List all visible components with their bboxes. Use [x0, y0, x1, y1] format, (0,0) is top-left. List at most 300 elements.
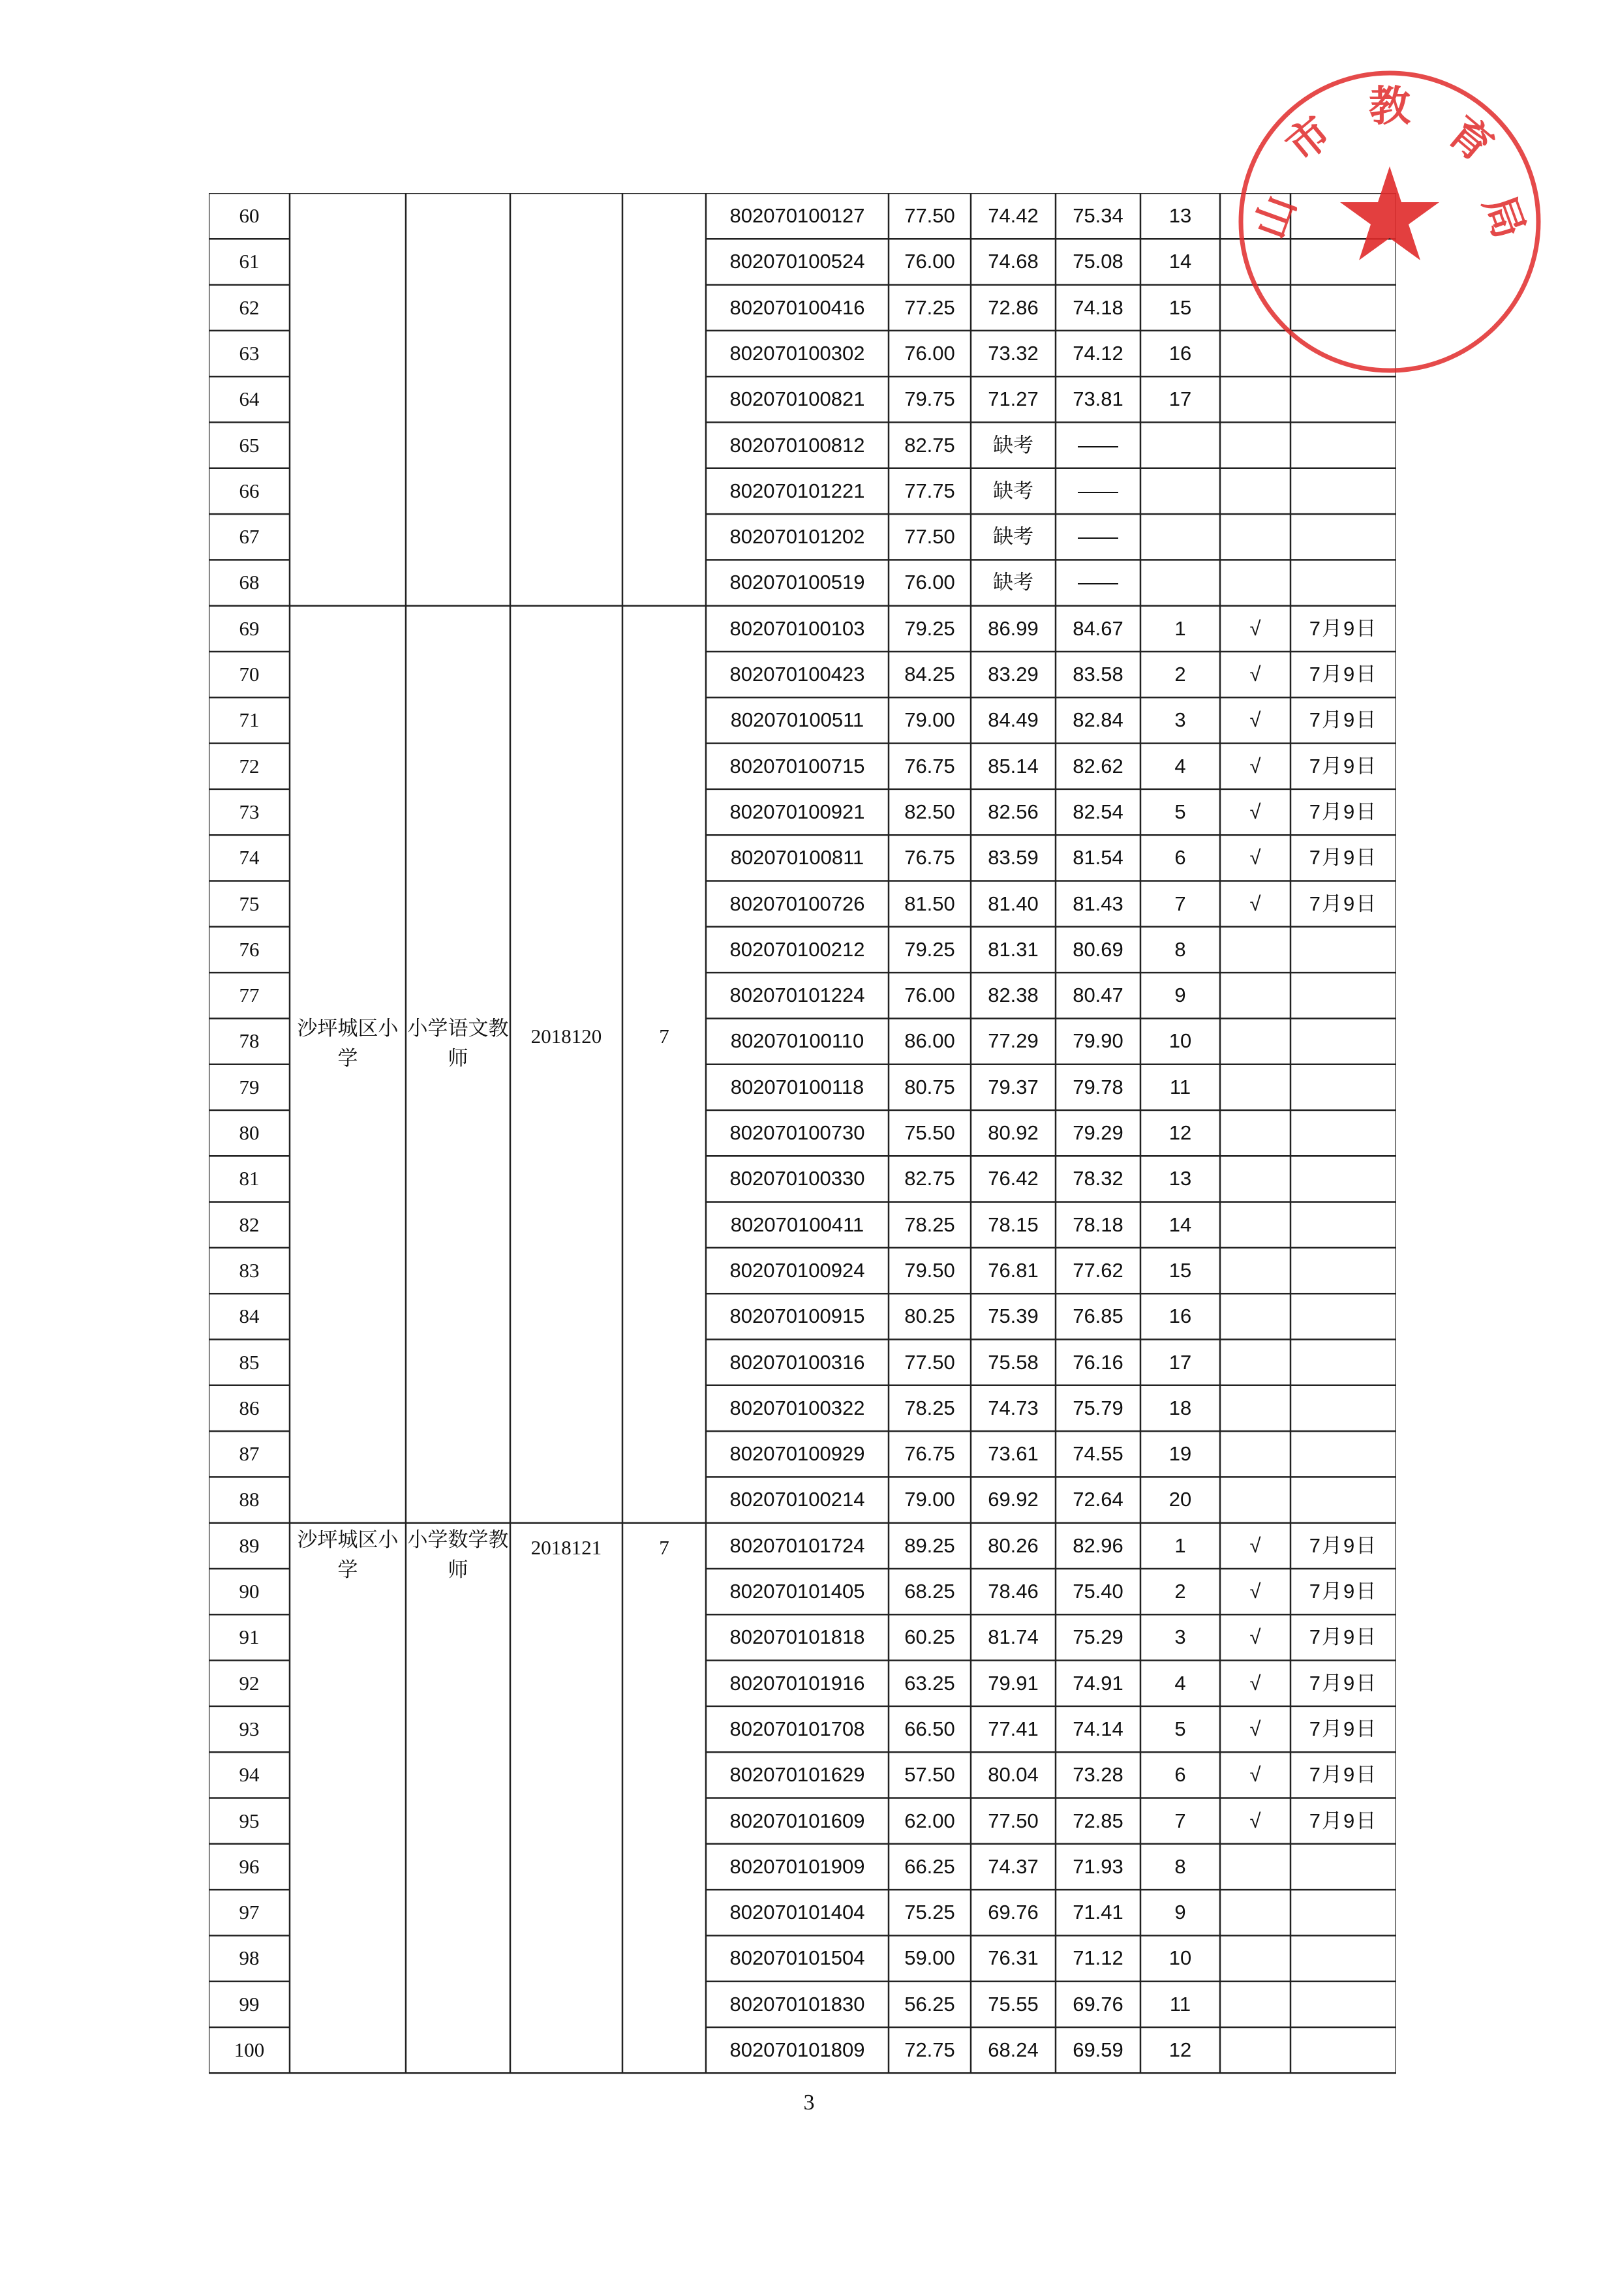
interview-score: 68.24: [988, 2038, 1039, 2061]
notice-date: [1290, 1935, 1396, 1981]
table-row: [209, 423, 1396, 468]
row-number: 94: [239, 1763, 260, 1787]
exam-ticket-number: 802070101224: [729, 984, 865, 1007]
interview-score: 76.42: [988, 1167, 1039, 1190]
notice-date: [1290, 1385, 1396, 1431]
table-row: [209, 1614, 1396, 1660]
written-score: 62.00: [904, 1809, 955, 1832]
rank: 12: [1168, 1121, 1192, 1144]
selected-mark: √: [1249, 1625, 1261, 1649]
rank: 10: [1168, 1946, 1192, 1970]
row-number: 88: [239, 1488, 260, 1511]
notice-date: 7月9日: [1309, 708, 1378, 732]
interview-score: 82.38: [988, 984, 1039, 1007]
rank: 3: [1174, 708, 1186, 732]
total-score: 78.32: [1073, 1167, 1123, 1190]
interview-score: 79.37: [988, 1075, 1039, 1098]
notice-date: [1290, 1844, 1396, 1890]
written-score: 80.25: [904, 1305, 955, 1328]
total-score: 76.85: [1073, 1305, 1123, 1328]
row-number: 64: [239, 387, 260, 411]
official-seal-stamp: [1227, 59, 1553, 385]
table-row: [209, 560, 1396, 605]
interview-score: 76.81: [988, 1258, 1039, 1282]
table-row: [209, 1798, 1396, 1844]
post-code: 2018120: [530, 1025, 602, 1048]
table-row: [209, 1523, 1396, 1569]
total-score: 75.29: [1073, 1625, 1123, 1649]
notice-date: [1290, 1477, 1396, 1522]
written-score: 78.25: [904, 1396, 955, 1419]
results-table: [209, 193, 1396, 2075]
exam-ticket-number: 802070100812: [729, 433, 865, 457]
written-score: 72.75: [904, 2038, 955, 2061]
exam-ticket-number: 802070101404: [729, 1901, 865, 1924]
exam-ticket-number: 802070100511: [730, 708, 864, 732]
rank: 16: [1168, 341, 1192, 365]
selected-mark: √: [1249, 892, 1261, 915]
selected-mark: [1220, 1844, 1290, 1890]
table-row: [209, 1661, 1396, 1706]
selected-mark: [1220, 1065, 1290, 1110]
notice-date: 7月9日: [1309, 892, 1378, 915]
exam-ticket-number: 802070100726: [729, 892, 865, 915]
notice-date: [1290, 1431, 1396, 1477]
interview-score: 74.68: [988, 250, 1039, 273]
row-number: 69: [239, 616, 260, 640]
exam-ticket-number: 802070100103: [729, 616, 865, 640]
selected-mark: √: [1249, 1580, 1261, 1603]
row-number: 90: [239, 1580, 260, 1603]
table-row: [209, 1340, 1396, 1385]
selected-mark: √: [1249, 1763, 1261, 1787]
total-score: 72.64: [1073, 1488, 1123, 1511]
row-number: 75: [239, 892, 260, 915]
row-number: 92: [239, 1671, 260, 1695]
written-score: 82.75: [904, 1167, 955, 1190]
total-score: 77.62: [1073, 1258, 1123, 1282]
selected-mark: [1220, 1202, 1290, 1248]
selected-mark: √: [1249, 1671, 1261, 1695]
total-score: ——: [1078, 525, 1118, 549]
interview-score: 75.55: [988, 1992, 1039, 2016]
notice-date: [1290, 1156, 1396, 1201]
notice-date: [1290, 560, 1396, 605]
table-row: [209, 193, 1396, 239]
interview-score: 缺考: [993, 479, 1033, 502]
written-score: 77.75: [904, 479, 955, 502]
table-row: [209, 468, 1396, 514]
notice-date: 7月9日: [1309, 754, 1378, 778]
written-score: 82.75: [904, 433, 955, 457]
total-score: 71.12: [1073, 1946, 1123, 1970]
notice-date: 7月9日: [1309, 616, 1378, 640]
exam-ticket-number: 802070100924: [729, 1258, 865, 1282]
selected-mark: [1220, 1293, 1290, 1339]
total-score: 71.41: [1073, 1901, 1123, 1924]
rank: 4: [1174, 754, 1186, 778]
written-score: 76.75: [904, 846, 955, 869]
written-score: 79.25: [904, 616, 955, 640]
exam-ticket-number: 802070100212: [729, 937, 865, 961]
table-row: [209, 331, 1396, 376]
interview-score: 83.59: [988, 846, 1039, 869]
row-number: 99: [239, 1992, 260, 2016]
total-score: 71.93: [1073, 1854, 1123, 1878]
rank: [1140, 514, 1220, 560]
exam-ticket-number: 802070100730: [729, 1121, 865, 1144]
rank: 4: [1174, 1671, 1186, 1695]
table-row: [209, 1844, 1396, 1890]
interview-score: 85.14: [988, 754, 1039, 778]
exam-ticket-number: 802070101916: [729, 1671, 865, 1695]
svg-text:教: 教: [1369, 83, 1411, 131]
written-score: 76.00: [904, 250, 955, 273]
row-number: 83: [239, 1258, 260, 1282]
total-score: 80.69: [1073, 937, 1123, 961]
interview-score: 79.91: [988, 1671, 1039, 1695]
row-number: 61: [239, 250, 260, 273]
written-score: 86.00: [904, 1029, 955, 1053]
written-score: 79.75: [904, 387, 955, 411]
total-score: 81.43: [1073, 892, 1123, 915]
total-score: 75.40: [1073, 1580, 1123, 1603]
exam-ticket-number: 802070100411: [730, 1213, 864, 1236]
exam-ticket-number: 802070101202: [729, 525, 865, 549]
total-score: 73.81: [1073, 387, 1123, 411]
page-number: 3: [803, 2091, 815, 2115]
table-row: [209, 1569, 1396, 1614]
row-number: 77: [239, 984, 260, 1007]
notice-date: 7月9日: [1309, 1580, 1378, 1603]
rank: 15: [1168, 295, 1192, 319]
interview-score: 77.50: [988, 1809, 1039, 1832]
total-score: 69.59: [1073, 2038, 1123, 2061]
row-number: 60: [239, 204, 260, 227]
exam-ticket-number: 802070100915: [729, 1305, 865, 1328]
written-score: 76.00: [904, 984, 955, 1007]
notice-date: 7月9日: [1309, 1717, 1378, 1740]
row-number: 96: [239, 1854, 260, 1878]
notice-date: [1290, 1340, 1396, 1385]
exam-ticket-number: 802070101818: [729, 1625, 865, 1649]
rank: [1140, 560, 1220, 605]
exam-ticket-number: 802070100929: [729, 1442, 865, 1466]
row-number: 68: [239, 571, 260, 594]
svg-text:山: 山: [1245, 189, 1305, 245]
exam-ticket-number: 802070100416: [729, 295, 865, 319]
interview-score: 缺考: [993, 525, 1033, 549]
row-number: 80: [239, 1121, 260, 1144]
written-score: 60.25: [904, 1625, 955, 1649]
selected-mark: [1220, 1431, 1290, 1477]
rank: 7: [1174, 1809, 1186, 1832]
selected-mark: √: [1249, 800, 1261, 823]
notice-date: 7月9日: [1309, 1625, 1378, 1649]
row-number: 72: [239, 754, 260, 778]
hire-quota: 7: [659, 1025, 669, 1048]
written-score: 77.25: [904, 295, 955, 319]
row-number: 67: [239, 525, 260, 549]
interview-score: 80.92: [988, 1121, 1039, 1144]
table-row: [209, 744, 1396, 789]
table-row: [209, 1752, 1396, 1798]
row-number: 95: [239, 1809, 260, 1832]
exam-ticket-number: 802070100214: [729, 1488, 865, 1511]
rank: 11: [1169, 1992, 1191, 2016]
interview-score: 73.32: [988, 341, 1039, 365]
total-score: 81.54: [1073, 846, 1123, 869]
rank: 12: [1168, 2038, 1192, 2061]
written-score: 79.50: [904, 1258, 955, 1282]
exam-ticket-number: 802070100821: [729, 387, 865, 411]
row-number: 78: [239, 1029, 260, 1053]
total-score: 82.62: [1073, 754, 1123, 778]
selected-mark: √: [1249, 1533, 1261, 1557]
written-score: 78.25: [904, 1213, 955, 1236]
exam-ticket-number: 802070100302: [729, 341, 865, 365]
total-score: 79.78: [1073, 1075, 1123, 1098]
notice-date: [1290, 468, 1396, 514]
interview-score: 71.27: [988, 387, 1039, 411]
total-score: 78.18: [1073, 1213, 1123, 1236]
interview-score: 84.49: [988, 708, 1039, 732]
row-number: 65: [239, 433, 260, 457]
table-row: [209, 1385, 1396, 1431]
interview-score: 75.58: [988, 1350, 1039, 1374]
notice-date: 7月9日: [1309, 846, 1378, 869]
written-score: 79.25: [904, 937, 955, 961]
rank: 17: [1168, 1350, 1192, 1374]
rank: 7: [1174, 892, 1186, 915]
interview-score: 73.61: [988, 1442, 1039, 1466]
row-number: 86: [239, 1396, 260, 1419]
svg-text:育: 育: [1439, 108, 1502, 172]
exam-ticket-number: 802070100519: [729, 571, 865, 594]
rank: 18: [1168, 1396, 1192, 1419]
notice-date: [1290, 423, 1396, 468]
exam-ticket-number: 802070100316: [729, 1350, 865, 1374]
exam-ticket-number: 802070101830: [729, 1992, 865, 2016]
selected-mark: [1220, 1982, 1290, 2027]
written-score: 80.75: [904, 1075, 955, 1098]
total-score: ——: [1078, 571, 1118, 594]
exam-ticket-number: 802070100110: [730, 1029, 864, 1053]
written-score: 77.50: [904, 1350, 955, 1374]
selected-mark: [1220, 1477, 1290, 1522]
selected-mark: √: [1249, 846, 1261, 869]
written-score: 77.50: [904, 204, 955, 227]
table-row: [209, 1982, 1396, 2027]
row-number: 62: [239, 295, 260, 319]
table-row: [209, 1477, 1396, 1522]
row-number: 76: [239, 937, 260, 961]
table-row: [209, 927, 1396, 973]
rank: 17: [1168, 387, 1192, 411]
interview-score: 78.46: [988, 1580, 1039, 1603]
rank: 6: [1174, 1763, 1186, 1787]
table-row: [209, 1065, 1396, 1110]
interview-score: 缺考: [993, 571, 1033, 594]
selected-mark: [1220, 1935, 1290, 1981]
exam-ticket-number: 802070100118: [730, 1075, 864, 1098]
interview-score: 78.15: [988, 1213, 1039, 1236]
written-score: 81.50: [904, 892, 955, 915]
selected-mark: [1220, 927, 1290, 973]
table-row: [209, 881, 1396, 927]
table-row: [209, 1156, 1396, 1201]
rank: [1140, 423, 1220, 468]
notice-date: [1290, 1293, 1396, 1339]
table-row: [209, 1018, 1396, 1064]
notice-date: [1290, 973, 1396, 1018]
selected-mark: [1220, 1018, 1290, 1064]
notice-date: 7月9日: [1309, 663, 1378, 686]
selected-mark: √: [1249, 616, 1261, 640]
selected-mark: √: [1249, 708, 1261, 732]
written-score: 79.00: [904, 708, 955, 732]
selected-mark: [1220, 423, 1290, 468]
exam-ticket-number: 802070101609: [729, 1809, 865, 1832]
rank: 13: [1168, 204, 1192, 227]
seal-star-icon: [1340, 166, 1439, 260]
interview-score: 72.86: [988, 295, 1039, 319]
svg-text:市: 市: [1277, 108, 1341, 172]
table-row: [209, 1890, 1396, 1935]
total-score: 74.14: [1073, 1717, 1123, 1740]
selected-mark: [1220, 1385, 1290, 1431]
total-score: 82.54: [1073, 800, 1123, 823]
rank: 6: [1174, 846, 1186, 869]
table-row: [209, 697, 1396, 743]
rank: 5: [1174, 1717, 1186, 1740]
rank: 15: [1168, 1258, 1192, 1282]
total-score: 79.29: [1073, 1121, 1123, 1144]
table-row: [209, 789, 1396, 835]
post-name: 小学数学教师: [407, 1528, 509, 1582]
total-score: 74.12: [1073, 341, 1123, 365]
rank: 16: [1168, 1305, 1192, 1328]
table-row: [209, 2027, 1396, 2073]
written-score: 77.50: [904, 525, 955, 549]
notice-date: [1290, 927, 1396, 973]
selected-mark: [1220, 468, 1290, 514]
table-row: [209, 1110, 1396, 1156]
rank: 1: [1174, 1533, 1186, 1557]
exam-ticket-number: 802070101724: [729, 1533, 865, 1557]
selected-mark: [1220, 1248, 1290, 1293]
exam-ticket-number: 802070101504: [729, 1946, 865, 1970]
row-number: 85: [239, 1350, 260, 1374]
notice-date: 7月9日: [1309, 1671, 1378, 1695]
rank: 8: [1174, 1854, 1186, 1878]
exam-ticket-number: 802070101909: [729, 1854, 865, 1878]
written-score: 79.00: [904, 1488, 955, 1511]
rank: 8: [1174, 937, 1186, 961]
written-score: 76.75: [904, 754, 955, 778]
notice-date: 7月9日: [1309, 1533, 1378, 1557]
row-number: 79: [239, 1075, 260, 1098]
total-score: ——: [1078, 479, 1118, 502]
table-row: [209, 1431, 1396, 1477]
interview-score: 82.56: [988, 800, 1039, 823]
interview-score: 74.42: [988, 204, 1039, 227]
notice-date: [1290, 514, 1396, 560]
table-row: [209, 376, 1396, 422]
table-row: [209, 514, 1396, 560]
unit-name: 沙坪城区小学: [297, 1017, 399, 1070]
exam-ticket-number: 802070101809: [729, 2038, 865, 2061]
written-score: 76.00: [904, 571, 955, 594]
table-row: [209, 285, 1396, 331]
row-number: 81: [239, 1167, 260, 1190]
hire-quota: 7: [659, 1536, 669, 1560]
interview-score: 81.31: [988, 937, 1039, 961]
selected-mark: [1220, 560, 1290, 605]
exam-ticket-number: 802070101708: [729, 1717, 865, 1740]
total-score: 76.16: [1073, 1350, 1123, 1374]
interview-score: 69.76: [988, 1901, 1039, 1924]
rank: [1140, 468, 1220, 514]
selected-mark: [1220, 1890, 1290, 1935]
interview-score: 74.37: [988, 1854, 1039, 1878]
row-number: 63: [239, 341, 260, 365]
written-score: 57.50: [904, 1763, 955, 1787]
total-score: 79.90: [1073, 1029, 1123, 1053]
selected-mark: [1220, 973, 1290, 1018]
selected-mark: √: [1249, 663, 1261, 686]
interview-score: 69.92: [988, 1488, 1039, 1511]
row-number: 97: [239, 1901, 260, 1924]
selected-mark: √: [1249, 1809, 1261, 1832]
selected-mark: √: [1249, 1717, 1261, 1740]
total-score: 72.85: [1073, 1809, 1123, 1832]
total-score: 74.18: [1073, 295, 1123, 319]
table-row: [209, 239, 1396, 284]
interview-score: 80.04: [988, 1763, 1039, 1787]
exam-ticket-number: 802070101629: [729, 1763, 865, 1787]
table-row: [209, 1248, 1396, 1293]
unit-name: 沙坪城区小学: [297, 1528, 399, 1582]
written-score: 63.25: [904, 1671, 955, 1695]
selected-mark: [1220, 1340, 1290, 1385]
notice-date: 7月9日: [1309, 1763, 1378, 1787]
table-row: [209, 835, 1396, 881]
interview-score: 81.40: [988, 892, 1039, 915]
rank: 14: [1168, 250, 1192, 273]
notice-date: 7月9日: [1309, 800, 1378, 823]
rank: 1: [1174, 616, 1186, 640]
table-row: [209, 1935, 1396, 1981]
exam-ticket-number: 802070100921: [729, 800, 865, 823]
exam-ticket-number: 802070100524: [729, 250, 865, 273]
written-score: 75.25: [904, 1901, 955, 1924]
written-score: 76.75: [904, 1442, 955, 1466]
interview-score: 81.74: [988, 1625, 1039, 1649]
total-score: 75.79: [1073, 1396, 1123, 1419]
notice-date: [1290, 1202, 1396, 1248]
written-score: 82.50: [904, 800, 955, 823]
written-score: 89.25: [904, 1533, 955, 1557]
total-score: 73.28: [1073, 1763, 1123, 1787]
interview-score: 77.41: [988, 1717, 1039, 1740]
table-row: [209, 606, 1396, 652]
row-number: 100: [234, 2038, 265, 2061]
written-score: 84.25: [904, 663, 955, 686]
exam-ticket-number: 802070101405: [729, 1580, 865, 1603]
total-score: 82.84: [1073, 708, 1123, 732]
selected-mark: √: [1249, 754, 1261, 778]
